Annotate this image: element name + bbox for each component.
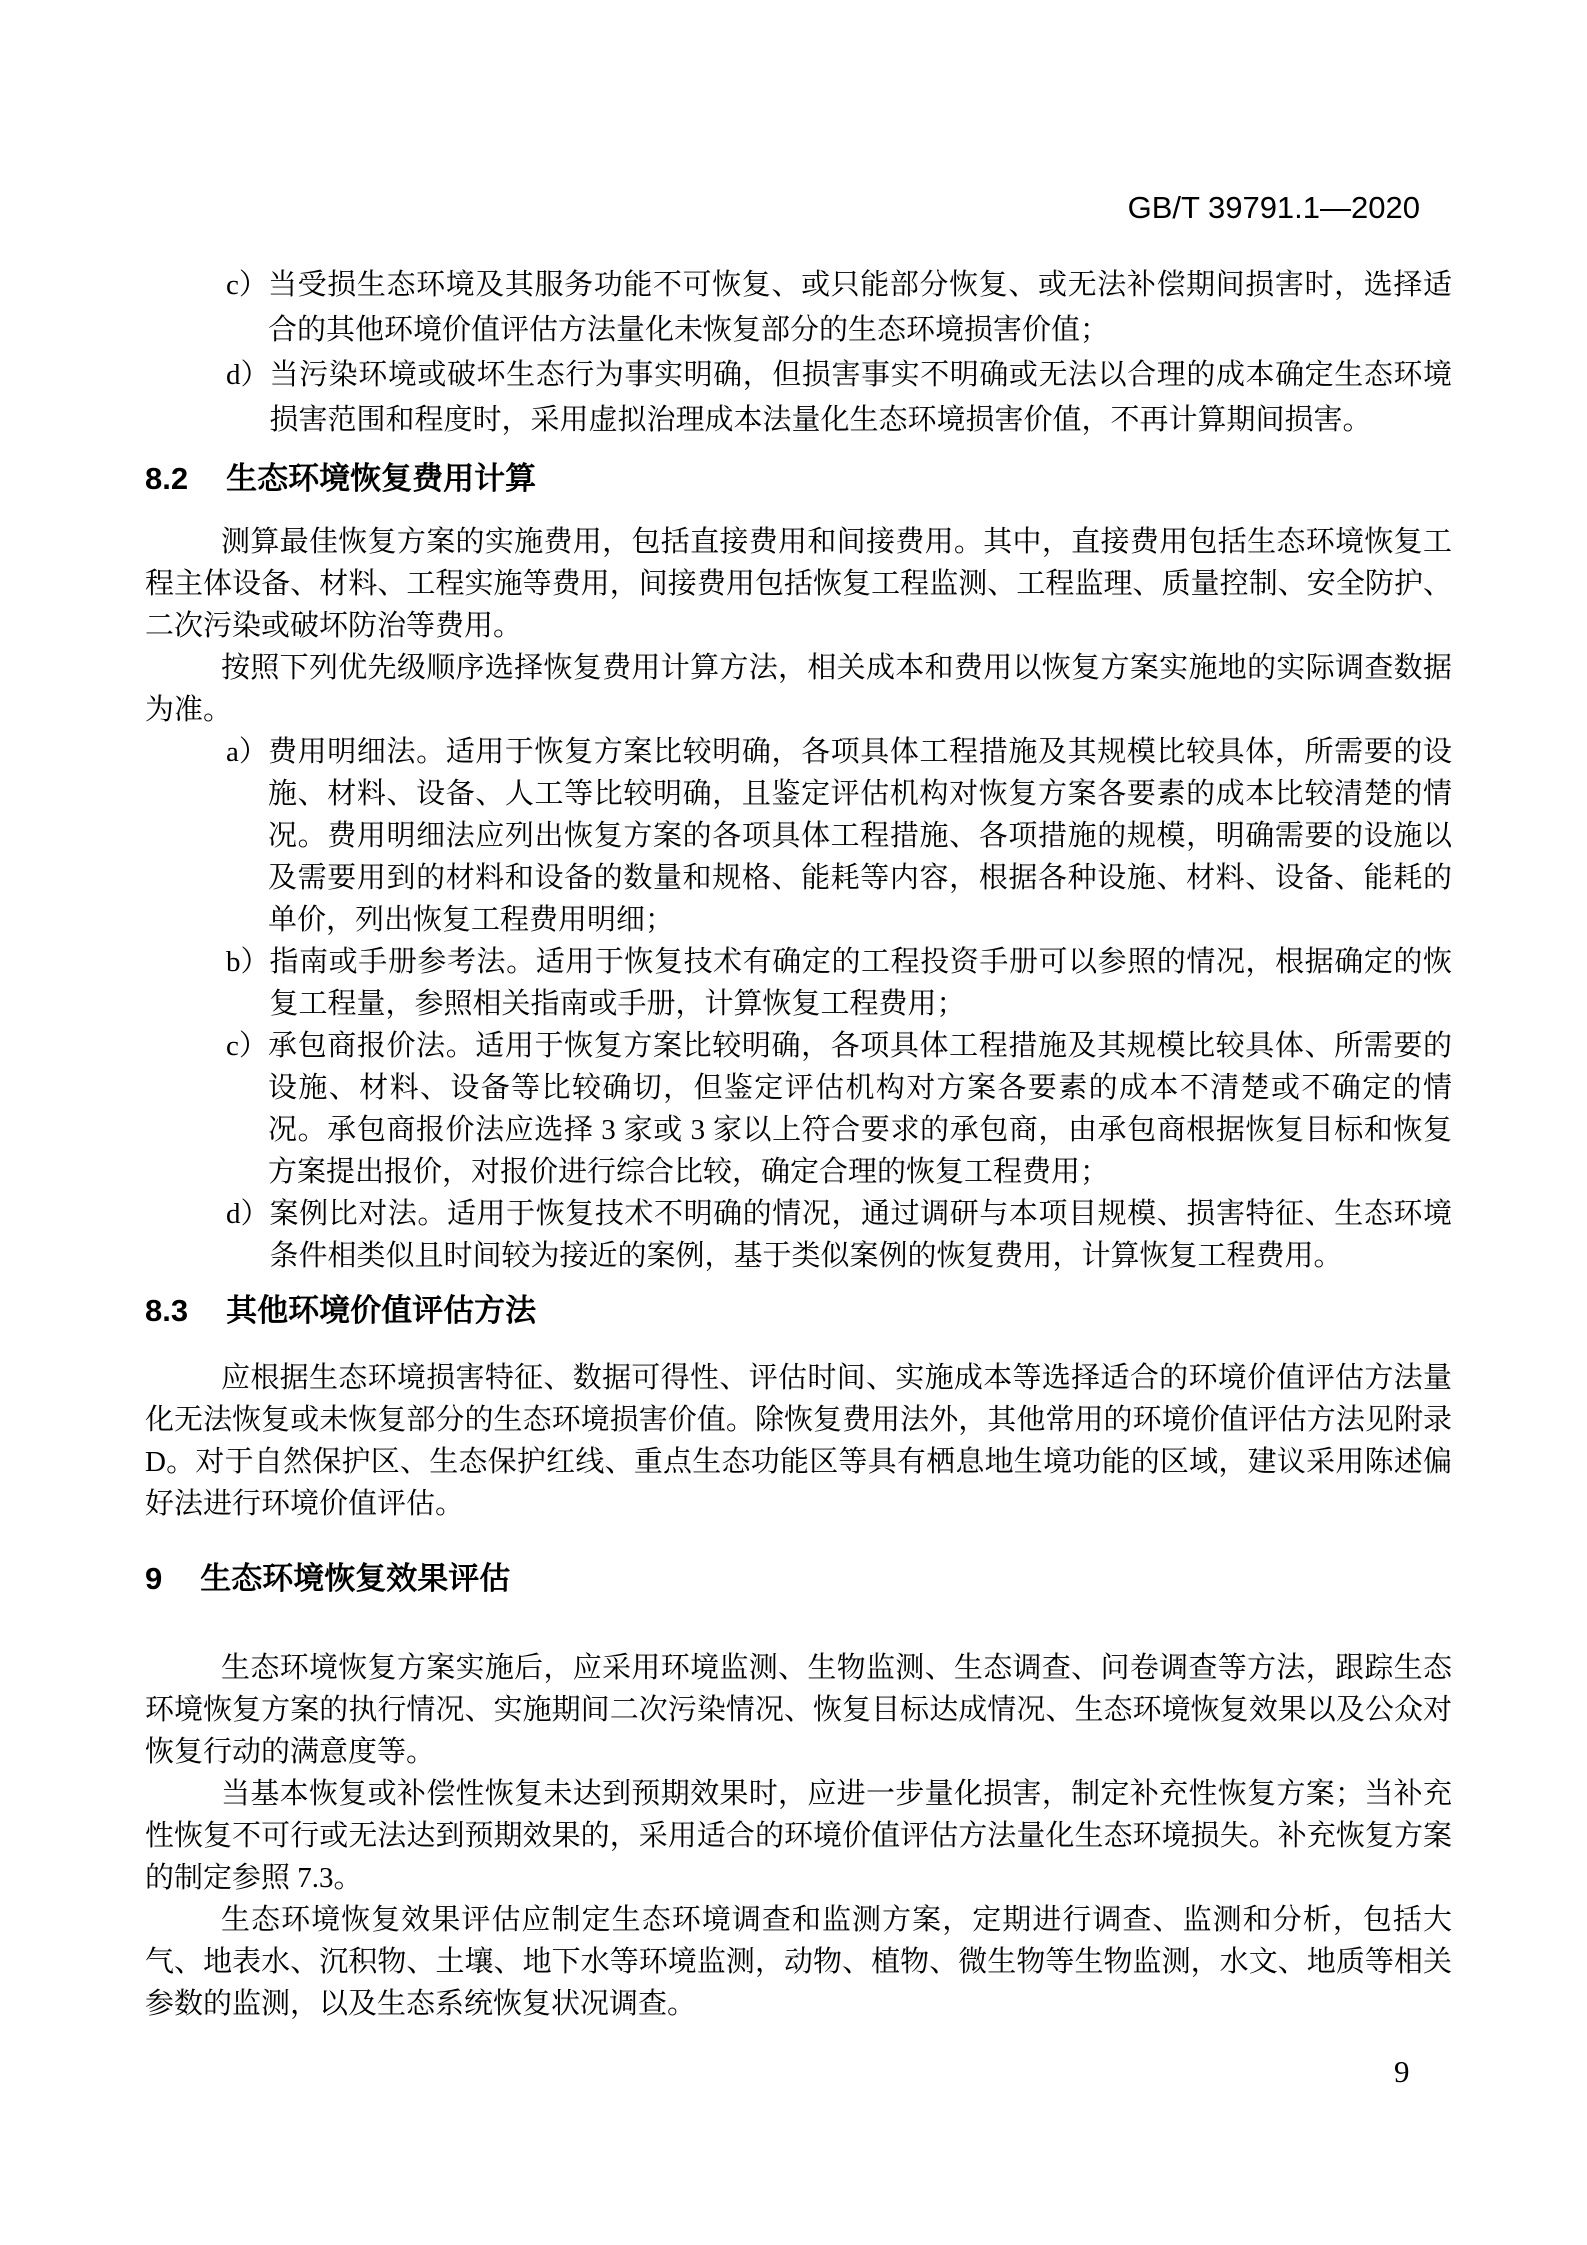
list-item-b <box>145 941 1452 1025</box>
list-item-label: c） <box>226 1030 268 1062</box>
list-item-label: a） <box>226 736 268 768</box>
paragraph-other-valuation: 应根据生态环境损害特征、数据可得性、评估时间、实施成本等选择适合的环境价值评估方法量化无法恢复或未恢复部分的生态环境损害价值。除恢复费用法外，其他常用的环境价值评估方法见附录 D。对于自然保护区、生态保护红线、重点生态功能区等具有栖息地生境功能的区域，建议采用陈述偏好法进行环境价值评估。 <box>145 1362 1452 1520</box>
chapter-heading-9 <box>145 1559 1452 1599</box>
list-item-a <box>145 731 1452 941</box>
page-number: 9 <box>1394 2054 1410 2089</box>
list-item-d <box>145 1193 1452 1277</box>
section-title: 其他环境价值评估方法 <box>226 1293 537 1328</box>
list-item-label: b） <box>226 946 270 978</box>
page-content <box>145 263 1452 2025</box>
list-item-label: d） <box>226 359 270 391</box>
running-header <box>1128 191 1420 225</box>
list-item-text: 指南或手册参考法。适用于恢复技术有确定的工程投资手册可以参照的情况，根据确定的恢复工程量，参照相关指南或手册，计算恢复工程费用； <box>269 946 1452 1020</box>
chapter-number: 9 <box>145 1561 163 1596</box>
list-item-text: 案例比对法。适用于恢复技术不明确的情况，通过调研与本项目规模、损害特征、生态环境条件相类似且时间较为接近的案例，基于类似案例的恢复费用，计算恢复工程费用。 <box>269 1198 1452 1272</box>
section-number: 8.3 <box>145 1293 189 1328</box>
paragraph-monitoring-plan: 生态环境恢复效果评估应制定生态环境调查和监测方案，定期进行调查、监测和分析，包括大气、地表水、沉积物、土壤、地下水等环境监测，动物、植物、微生物等生物监测，水文、地质等相关参数的监测，以及生态系统恢复状况调查。 <box>145 1904 1452 2020</box>
paragraph-priority-order: 按照下列优先级顺序选择恢复费用计算方法，相关成本和费用以恢复方案实施地的实际调查数据为准。 <box>145 652 1452 726</box>
list-item-c <box>145 263 1452 353</box>
list-item-text: 当受损生态环境及其服务功能不可恢复、或只能部分恢复、或无法补偿期间损害时，选择适合的其他环境价值评估方法量化未恢复部分的生态环境损害价值； <box>268 269 1452 346</box>
section-number: 8.2 <box>145 461 189 496</box>
list-item-label: c） <box>226 269 268 301</box>
paragraph-restoration-tracking: 生态环境恢复方案实施后，应采用环境监测、生物监测、生态调查、问卷调查等方法，跟踪生态环境恢复方案的执行情况、实施期间二次污染情况、恢复目标达成情况、生态环境恢复效果以及公众对恢复行动的满意度等。 <box>145 1652 1452 1768</box>
list-item-d <box>145 353 1452 443</box>
paragraph-cost-composition: 测算最佳恢复方案的实施费用，包括直接费用和间接费用。其中，直接费用包括生态环境恢复工程主体设备、材料、工程实施等费用，间接费用包括恢复工程监测、工程监理、质量控制、安全防护、二次污染或破坏防治等费用。 <box>145 526 1452 642</box>
list-item-c <box>145 1025 1452 1193</box>
chapter-title: 生态环境恢复效果评估 <box>200 1561 511 1596</box>
section-title: 生态环境恢复费用计算 <box>226 461 537 496</box>
list-item-text: 费用明细法。适用于恢复方案比较明确，各项具体工程措施及其规模比较具体，所需要的设施、材料、设备、人工等比较明确，且鉴定评估机构对恢复方案各要素的成本比较清楚的情况。费用明细法应列出恢复方案的各项具体工程措施、各项措施的规模，明确需要的设施以及需要用到的材料和设备的数量和规格、能耗等内容，根据各种设施、材料、设备、能耗的单价，列出恢复工程费用明细； <box>268 736 1452 936</box>
section-heading-8-3 <box>145 1291 1452 1331</box>
list-item-label: d） <box>226 1198 270 1230</box>
paragraph-supplementary-restoration: 当基本恢复或补偿性恢复未达到预期效果时，应进一步量化损害，制定补充性恢复方案；当补充性恢复不可行或无法达到预期效果的，采用适合的环境价值评估方法量化生态环境损失。补充恢复方案的制定参照 7.3。 <box>145 1778 1452 1894</box>
list-damage-valuation-methods <box>145 263 1452 443</box>
page-footer <box>1394 2054 1410 2090</box>
section-heading-8-2 <box>145 459 1452 499</box>
list-item-text: 当污染环境或破坏生态行为事实明确，但损害事实不明确或无法以合理的成本确定生态环境损害范围和程度时，采用虚拟治理成本法量化生态环境损害价值，不再计算期间损害。 <box>269 359 1452 436</box>
standard-code: GB/T 39791.1—2020 <box>1127 190 1420 225</box>
list-cost-calculation-methods <box>145 731 1452 1277</box>
list-item-text: 承包商报价法。适用于恢复方案比较明确，各项具体工程措施及其规模比较具体、所需要的设施、材料、设备等比较确切，但鉴定评估机构对方案各要素的成本不清楚或不确定的情况。承包商报价法应选择 3 家或 3 家以上符合要求的承包商，由承包商根据恢复目标和恢复方案提出报价，对报价进行综合比较，确定合理的恢复工程费用； <box>268 1030 1452 1188</box>
